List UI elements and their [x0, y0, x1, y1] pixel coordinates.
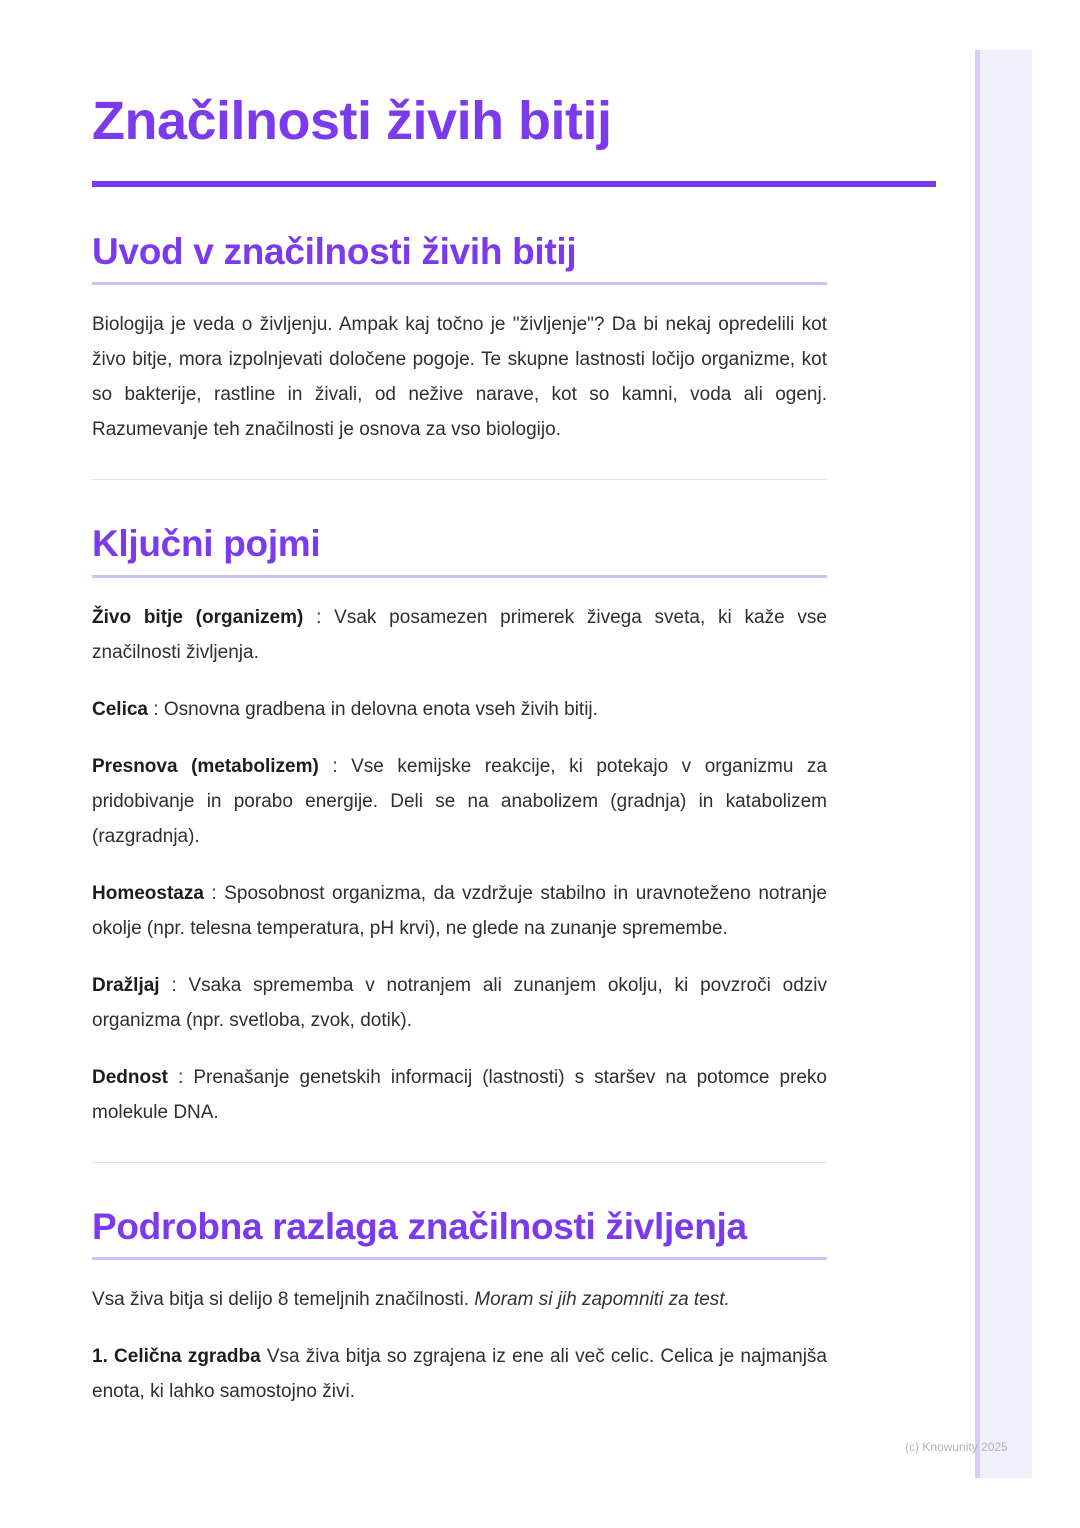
intro-paragraph: Biologija je veda o življenju. Ampak kaj točno je "življenje"? Da bi nekaj opredelili kot živo bitje, mora izpolnjevati določene pogoje. Te skupne lastnosti ločijo organizme, kot so bakterije, rastline in živali, od nežive narave, kot so kamni, voda ali ogenj. Razumevanje teh značilnosti je osnova za vso biologijo. — [92, 314, 827, 441]
feature-term: 1. Celična zgradba — [92, 1346, 261, 1368]
concept-term: Živo bitje (organizem) — [92, 606, 304, 628]
concepts-section — [92, 522, 827, 1129]
feature-text: Vsa živa bitja so zgrajena iz ene ali več celic. Celica je najmanjša enota, ki lahko samostojno živi. — [92, 1346, 827, 1403]
concept-definition — [92, 876, 827, 946]
section-divider — [92, 1162, 827, 1163]
concept-term: Homeostaza — [92, 882, 204, 904]
concept-text: : Prenašanje genetskih informacij (lastnosti) s staršev na potomce preko molekule DNA. — [92, 1066, 827, 1123]
concept-definition — [92, 692, 827, 727]
title-underline — [92, 181, 936, 187]
concept-text: : Vsak posamezen primerek živega sveta, ki kaže vse značilnosti življenja. — [92, 606, 827, 663]
concept-term: Dražljaj — [92, 974, 160, 996]
details-lead — [92, 1282, 827, 1317]
side-accent-line — [975, 50, 980, 1478]
concept-definition — [92, 968, 827, 1038]
section-divider — [92, 479, 827, 480]
side-panel — [975, 50, 1032, 1478]
feature-item — [92, 1339, 827, 1409]
concept-definition — [92, 749, 827, 854]
intro-section — [92, 230, 827, 447]
details-lead-emphasis: Moram si jih zapomniti za test. — [474, 1289, 730, 1311]
intro-heading: Uvod v značilnosti živih bitij — [92, 230, 827, 285]
copyright-notice: (c) Knowunity 2025 — [905, 1440, 1008, 1454]
details-heading: Podrobna razlaga značilnosti življenja — [92, 1205, 827, 1260]
concept-term: Presnova (metabolizem) — [92, 755, 319, 777]
concept-text: : Osnovna gradbena in delovna enota vseh živih bitij. — [147, 698, 598, 720]
concept-text: : Sposobnost organizma, da vzdržuje stabilno in uravnoteženo notranje okolje (npr. telesna temperatura, pH krvi), ne glede na zunanje spremembe. — [92, 882, 827, 939]
document-body — [92, 230, 827, 1409]
concepts-heading: Ključni pojmi — [92, 522, 827, 577]
concept-term: Celica — [92, 698, 148, 720]
details-section — [92, 1205, 827, 1409]
concept-definition — [92, 600, 827, 670]
concept-text: : Vsaka sprememba v notranjem ali zunanjem okolju, ki povzroči odziv organizma (npr. svetloba, zvok, dotik). — [92, 974, 827, 1031]
concept-text: : Vse kemijske reakcije, ki potekajo v organizmu za pridobivanje in porabo energije. Deli se na anabolizem (gradnja) in katabolizem (razgradnja). — [92, 755, 827, 847]
concept-definition — [92, 1060, 827, 1130]
details-lead-text: Vsa živa bitja si delijo 8 temeljnih značilnosti. — [92, 1289, 475, 1311]
concept-term: Dednost — [92, 1066, 168, 1088]
page-title: Značilnosti živih bitij — [92, 91, 612, 151]
